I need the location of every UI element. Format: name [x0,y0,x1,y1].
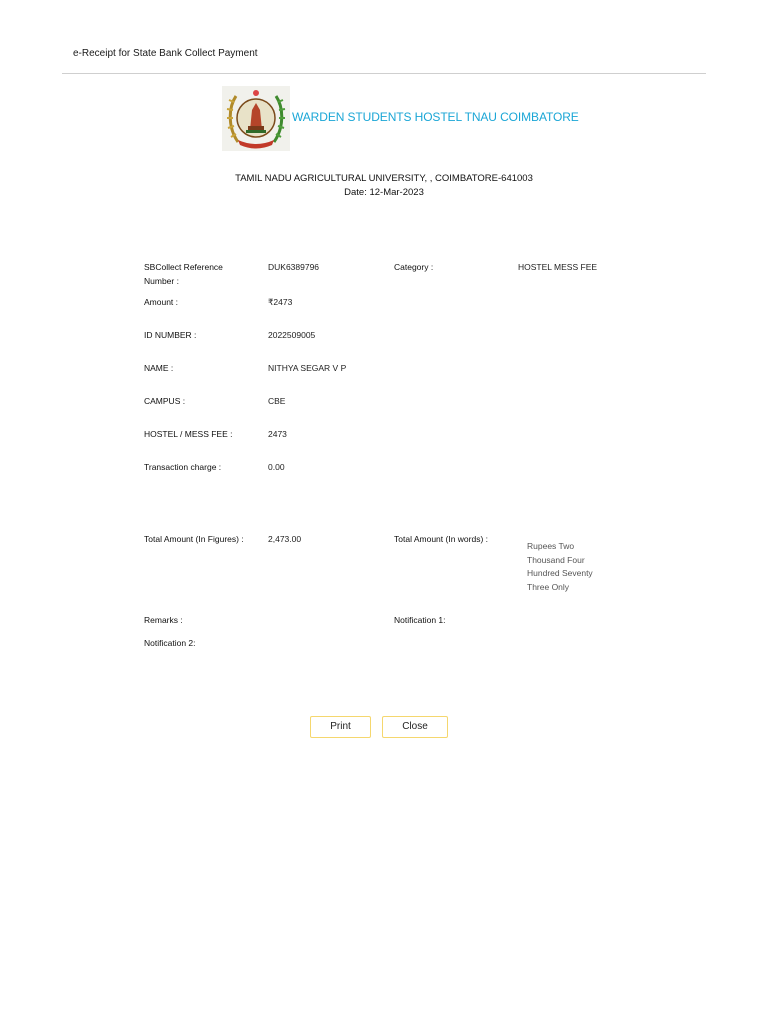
remarks-label: Remarks : [144,615,183,625]
total-figures-value: 2,473.00 [268,534,302,544]
amount-value: ₹2473 [268,297,293,307]
category-value: HOSTEL MESS FEE [518,262,598,272]
close-button[interactable]: Close [382,716,448,738]
reference-number-value: DUK6389796 [268,262,320,272]
transaction-charge-label: Transaction charge : [144,462,222,472]
campus-label: CAMPUS : [144,396,186,406]
total-words-value: Rupees Two Thousand Four Hundred Seventy Three Only [527,541,593,592]
university-logo [222,86,290,151]
notification-2-label: Notification 2: [144,638,196,648]
hostel-mess-fee-value: 2473 [268,429,287,439]
header-divider [62,73,706,74]
hostel-mess-fee-label: HOSTEL / MESS FEE : [144,429,233,439]
reference-number-label: SBCollect Reference Number : [144,262,223,286]
total-words-label: Total Amount (In words) : [394,534,489,544]
id-number-label: ID NUMBER : [144,330,197,340]
campus-value: CBE [268,396,286,406]
receipt-date: Date: 12-Mar-2023 [344,187,424,198]
amount-label: Amount : [144,297,179,307]
page-title: e-Receipt for State Bank Collect Payment [73,48,258,59]
organization-name: WARDEN STUDENTS HOSTEL TNAU COIMBATORE [292,110,579,124]
notification-1-label: Notification 1: [394,615,446,625]
id-number-value: 2022509005 [268,330,316,340]
category-label: Category : [394,262,434,272]
name-label: NAME : [144,363,174,373]
transaction-charge-value: 0.00 [268,462,285,472]
total-figures-label: Total Amount (In Figures) : [144,534,244,544]
university-address: TAMIL NADU AGRICULTURAL UNIVERSITY, , COIMBATORE-641003 [235,173,533,184]
name-value: NITHYA SEGAR V P [268,363,347,373]
print-button[interactable]: Print [310,716,371,738]
